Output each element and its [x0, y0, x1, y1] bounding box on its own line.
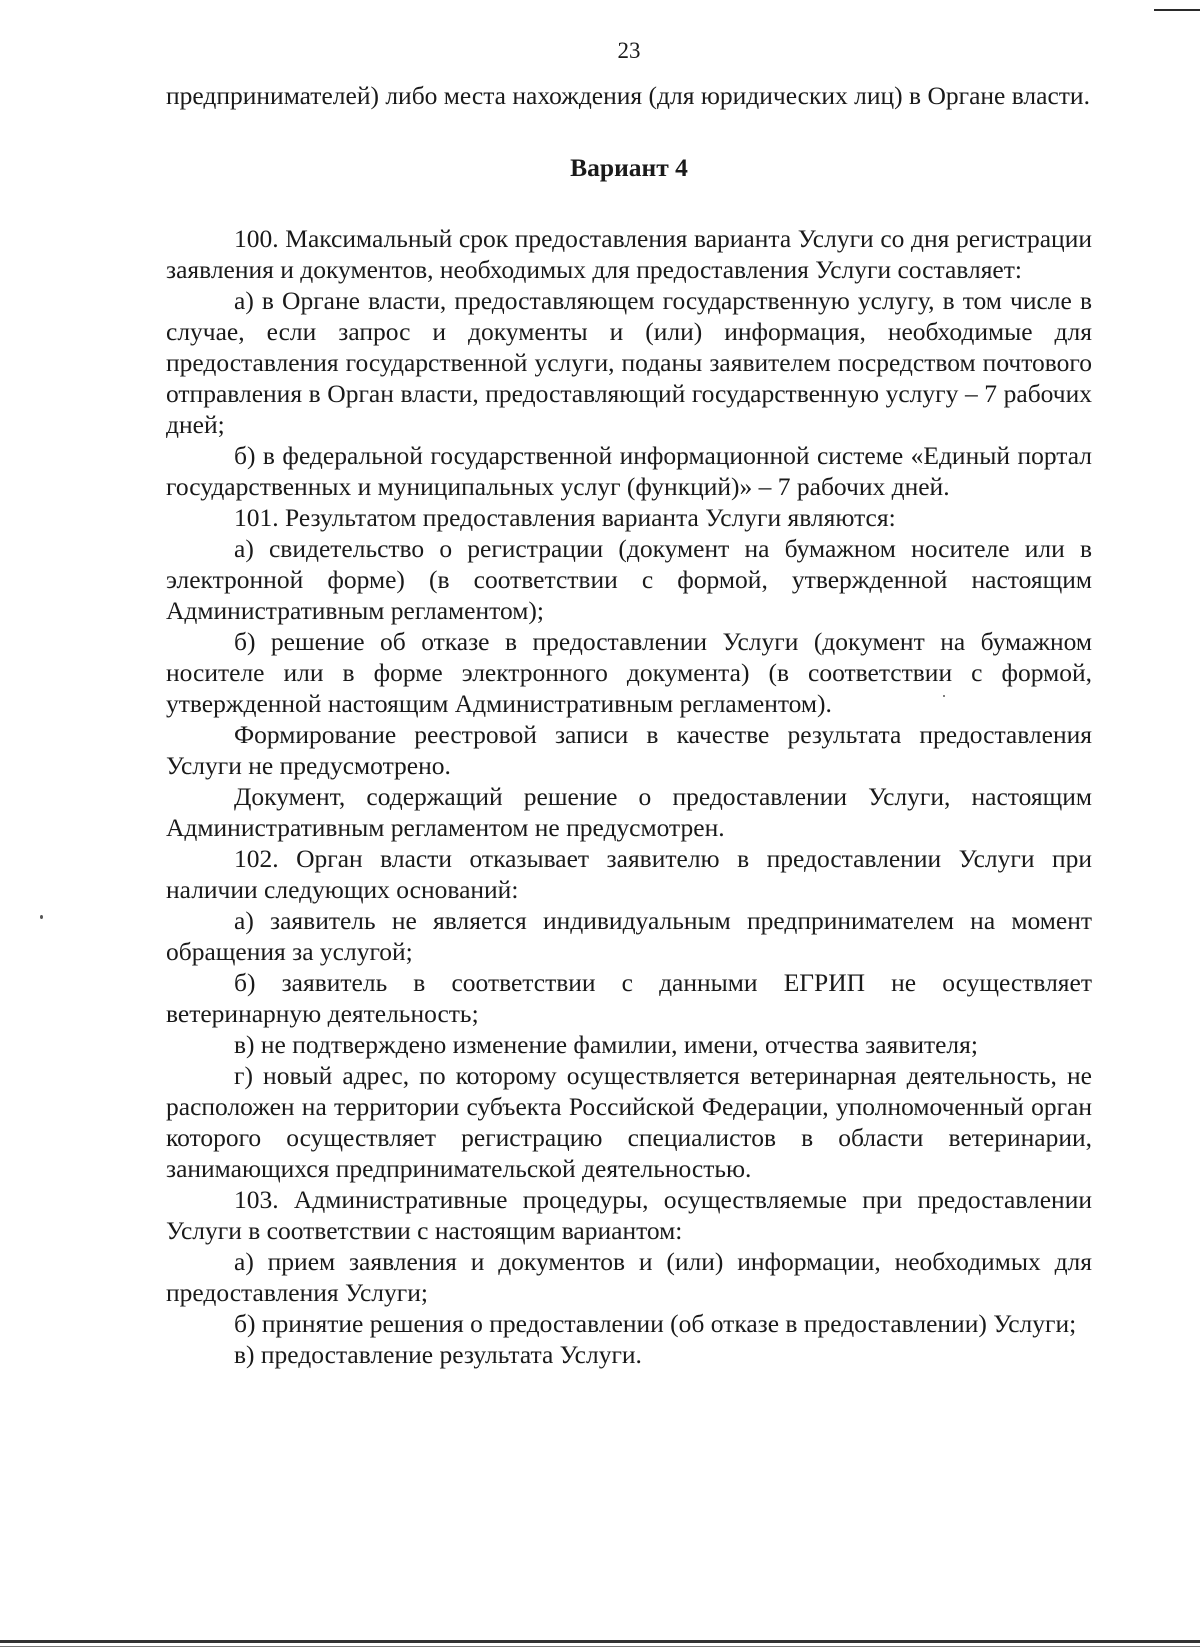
- paragraph-102-a: а) заявитель не является индивидуальным предпринимателем на момент обращения за услугой;: [166, 906, 1092, 966]
- page-number: 23: [617, 38, 641, 63]
- paragraph-registry-note: Формирование реестровой записи в качестве результата предоставления Услуги не предусмотрено.: [166, 720, 1092, 780]
- paragraph-101-b: б) решение об отказе в предоставлении Услуги (документ на бумажном носителе или в форме электронного документа) (в соответствии с формой, утвержденной настоящим Административным регламентом).: [166, 627, 1092, 718]
- scan-edge-mark: [1154, 9, 1200, 11]
- paragraph-decision-note: Документ, содержащий решение о предоставлении Услуги, настоящим Административным регламентом не предусмотрен.: [166, 782, 1092, 842]
- paragraph-102-c: в) не подтверждено изменение фамилии, имени, отчества заявителя;: [234, 1030, 978, 1059]
- paragraph-100-a: а) в Органе власти, предоставляющем государственную услугу, в том числе в случае, если запрос и документы и (или) информация, необходимые для предоставления государственной услуги, поданы заявителем посредством почтового отправления в Орган власти, предоставляющий государственную услугу – 7 рабочих дней;: [166, 286, 1092, 439]
- paragraph-102: 102. Орган власти отказывает заявителю в предоставлении Услуги при наличии следующих оснований:: [166, 844, 1092, 904]
- paragraph-101: 101. Результатом предоставления варианта Услуги являются:: [234, 503, 896, 532]
- paragraph-103: 103. Административные процедуры, осуществляемые при предоставлении Услуги в соответствии с настоящим вариантом:: [166, 1185, 1092, 1245]
- paragraph-103-a: а) прием заявления и документов и (или) информации, необходимых для предоставления Услуги;: [166, 1247, 1092, 1307]
- paragraph-103-b: б) принятие решения о предоставлении (об отказе в предоставлении) Услуги;: [234, 1309, 1077, 1338]
- paragraph-102-d: г) новый адрес, по которому осуществляется ветеринарная деятельность, не расположен на территории субъекта Российской Федерации, уполномоченный орган которого осуществляет регистрацию специалистов в области ветеринарии, занимающихся предпринимательской деятельностью.: [166, 1061, 1092, 1183]
- paragraph-102-b: б) заявитель в соответствии с данными ЕГРИП не осуществляет ветеринарную деятельность;: [166, 968, 1092, 1028]
- paragraph-101-a: а) свидетельство о регистрации (документ на бумажном носителе или в электронной форме) (в соответствии с формой, утвержденной настоящим Административным регламентом);: [166, 534, 1092, 625]
- scan-bottom-edge: [0, 1640, 1200, 1643]
- paragraph-100: 100. Максимальный срок предоставления варианта Услуги со дня регистрации заявления и документов, необходимых для предоставления Услуги составляет:: [166, 224, 1092, 284]
- section-heading: Вариант 4: [570, 153, 688, 182]
- paragraph-continuation: предпринимателей) либо места нахождения (для юридических лиц) в Органе власти.: [166, 81, 1090, 110]
- paragraph-103-c: в) предоставление результата Услуги.: [234, 1340, 642, 1369]
- paragraph-100-b: б) в федеральной государственной информационной системе «Единый портал государственных и муниципальных услуг (функций)» – 7 рабочих дней.: [166, 441, 1092, 501]
- document-body: [166, 80, 1092, 1370]
- scan-speck: [40, 915, 43, 919]
- scan-bottom-edge-thin: [0, 1646, 1200, 1647]
